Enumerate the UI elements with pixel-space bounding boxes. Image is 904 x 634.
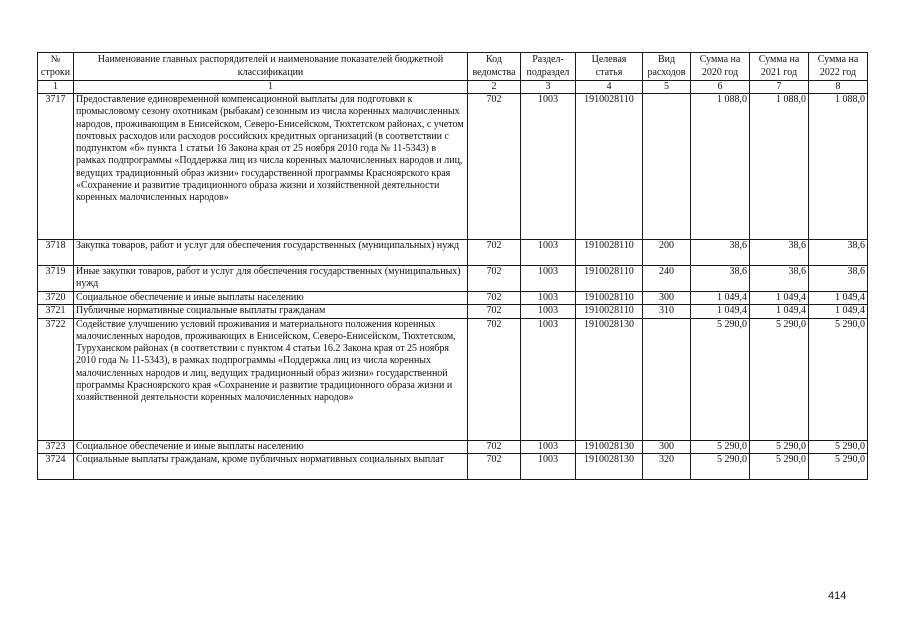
table-row: [38, 240, 868, 266]
column-number: 7: [750, 81, 809, 94]
row-sum-2020: 5 290,0: [691, 440, 750, 453]
row-expense-type: [643, 94, 691, 240]
row-dept-code: 702: [468, 266, 521, 292]
column-number: 1: [38, 81, 74, 94]
row-number: 3718: [38, 240, 74, 266]
row-target: 1910028130: [576, 440, 643, 453]
row-expense-type: [643, 318, 691, 440]
table-row: [38, 440, 868, 453]
row-section: 1003: [521, 440, 576, 453]
row-number: 3720: [38, 292, 74, 305]
table-row: [38, 318, 868, 440]
row-target: 1910028110: [576, 305, 643, 318]
header-name: Наименование главных распорядителей и наименование показателей бюджетной классификации: [74, 53, 468, 81]
row-sum-2022: 5 290,0: [809, 453, 868, 479]
table-row: [38, 305, 868, 318]
table-row: [38, 94, 868, 240]
row-sum-2021: 5 290,0: [750, 318, 809, 440]
row-sum-2021: 5 290,0: [750, 453, 809, 479]
row-sum-2020: 1 049,4: [691, 305, 750, 318]
row-section: 1003: [521, 94, 576, 240]
row-sum-2022: 5 290,0: [809, 440, 868, 453]
row-expense-type: 300: [643, 440, 691, 453]
column-number: 8: [809, 81, 868, 94]
column-number: 1: [74, 81, 468, 94]
row-number: 3722: [38, 318, 74, 440]
header-row: [38, 53, 868, 81]
row-section: 1003: [521, 453, 576, 479]
row-dept-code: 702: [468, 318, 521, 440]
header-sum-2020: Сумма на 2020 год: [691, 53, 750, 81]
row-expense-type: 240: [643, 266, 691, 292]
row-sum-2020: 1 088,0: [691, 94, 750, 240]
header-sum-2021: Сумма на 2021 год: [750, 53, 809, 81]
row-target: 1910028130: [576, 453, 643, 479]
row-name: Социальное обеспечение и иные выплаты населению: [74, 440, 468, 453]
row-expense-type: 310: [643, 305, 691, 318]
row-dept-code: 702: [468, 440, 521, 453]
column-number: 2: [468, 81, 521, 94]
row-sum-2021: 1 049,4: [750, 305, 809, 318]
header-section: Раздел-подраздел: [521, 53, 576, 81]
row-number: 3717: [38, 94, 74, 240]
row-sum-2022: 5 290,0: [809, 318, 868, 440]
row-expense-type: 200: [643, 240, 691, 266]
row-dept-code: 702: [468, 240, 521, 266]
row-target: 1910028110: [576, 292, 643, 305]
table-row: [38, 453, 868, 479]
budget-document: [37, 52, 867, 480]
row-sum-2020: 1 049,4: [691, 292, 750, 305]
row-sum-2021: 5 290,0: [750, 440, 809, 453]
column-number: 5: [643, 81, 691, 94]
row-name: Иные закупки товаров, работ и услуг для обеспечения государственных (муниципальных) нужд: [74, 266, 468, 292]
row-sum-2021: 1 088,0: [750, 94, 809, 240]
column-number: 4: [576, 81, 643, 94]
row-target: 1910028110: [576, 266, 643, 292]
header-dept-code: Код ведомства: [468, 53, 521, 81]
row-number: 3723: [38, 440, 74, 453]
row-dept-code: 702: [468, 292, 521, 305]
row-sum-2022: 1 049,4: [809, 305, 868, 318]
row-expense-type: 320: [643, 453, 691, 479]
row-sum-2022: 38,6: [809, 240, 868, 266]
row-sum-2022: 1 088,0: [809, 94, 868, 240]
table-row: [38, 292, 868, 305]
column-number: 6: [691, 81, 750, 94]
budget-table: [37, 52, 868, 480]
row-number: 3721: [38, 305, 74, 318]
row-sum-2021: 1 049,4: [750, 292, 809, 305]
row-sum-2022: 1 049,4: [809, 292, 868, 305]
row-sum-2020: 38,6: [691, 266, 750, 292]
row-name: Социальные выплаты гражданам, кроме публичных нормативных социальных выплат: [74, 453, 468, 479]
row-expense-type: 300: [643, 292, 691, 305]
row-name: Социальное обеспечение и иные выплаты населению: [74, 292, 468, 305]
row-sum-2020: 5 290,0: [691, 453, 750, 479]
header-sum-2022: Сумма на 2022 год: [809, 53, 868, 81]
row-number: 3724: [38, 453, 74, 479]
row-name: Закупка товаров, работ и услуг для обеспечения государственных (муниципальных) нужд: [74, 240, 468, 266]
row-section: 1003: [521, 305, 576, 318]
header-expense-type: Вид расходов: [643, 53, 691, 81]
row-sum-2021: 38,6: [750, 240, 809, 266]
row-dept-code: 702: [468, 94, 521, 240]
column-number-row: [38, 81, 868, 94]
row-name: Предоставление единовременной компенсационной выплаты для подготовки к промысловому сезону охотникам (рыбакам) сезонным из числа коренных малочисленных народов, проживающим в Енисейском, Северо-Енисейском, Тюхтетском районах, с учетом почтовых расходов или расходов российских кредитных организаций (в соответствии с подпунктом «б» пункта 1 статьи 16 Закона края от 25 ноября 2010 года № 11-5343) в рамках подпрограммы «Поддержка лиц из числа коренных малочисленных народов и лиц, ведущих традиционный образ жизни» государственной программы Красноярского края «Сохранение и развитие традиционного образа жизни и хозяйственной деятельности коренных малочисленных народов»: [74, 94, 468, 240]
row-dept-code: 702: [468, 453, 521, 479]
row-section: 1003: [521, 292, 576, 305]
row-section: 1003: [521, 318, 576, 440]
row-target: 1910028130: [576, 318, 643, 440]
row-name: Публичные нормативные социальные выплаты гражданам: [74, 305, 468, 318]
row-sum-2021: 38,6: [750, 266, 809, 292]
row-name: Содействие улучшению условий проживания и материального положения коренных малочисленных народов, проживающих в Енисейском, Северо-Енисейском, Тюхтетском, Туруханском районах (в соответствии с пунктом 4 статьи 16.2 Закона края от 25 ноября 2010 года № 11-5343), в рамках подпрограммы «Поддержка лиц из числа коренных малочисленных народов и лиц, ведущих традиционный образ жизни» государственной программы Красноярского края «Сохранение и развитие традиционного образа жизни и хозяйственной деятельности коренных малочисленных народов»: [74, 318, 468, 440]
row-target: 1910028110: [576, 94, 643, 240]
page-number: 414: [828, 590, 847, 602]
row-sum-2020: 5 290,0: [691, 318, 750, 440]
row-sum-2022: 38,6: [809, 266, 868, 292]
row-dept-code: 702: [468, 305, 521, 318]
table-row: [38, 266, 868, 292]
row-target: 1910028110: [576, 240, 643, 266]
column-number: 3: [521, 81, 576, 94]
row-section: 1003: [521, 240, 576, 266]
row-sum-2020: 38,6: [691, 240, 750, 266]
row-number: 3719: [38, 266, 74, 292]
header-target: Целевая статья: [576, 53, 643, 81]
header-row-no: № строки: [38, 53, 74, 81]
row-section: 1003: [521, 266, 576, 292]
